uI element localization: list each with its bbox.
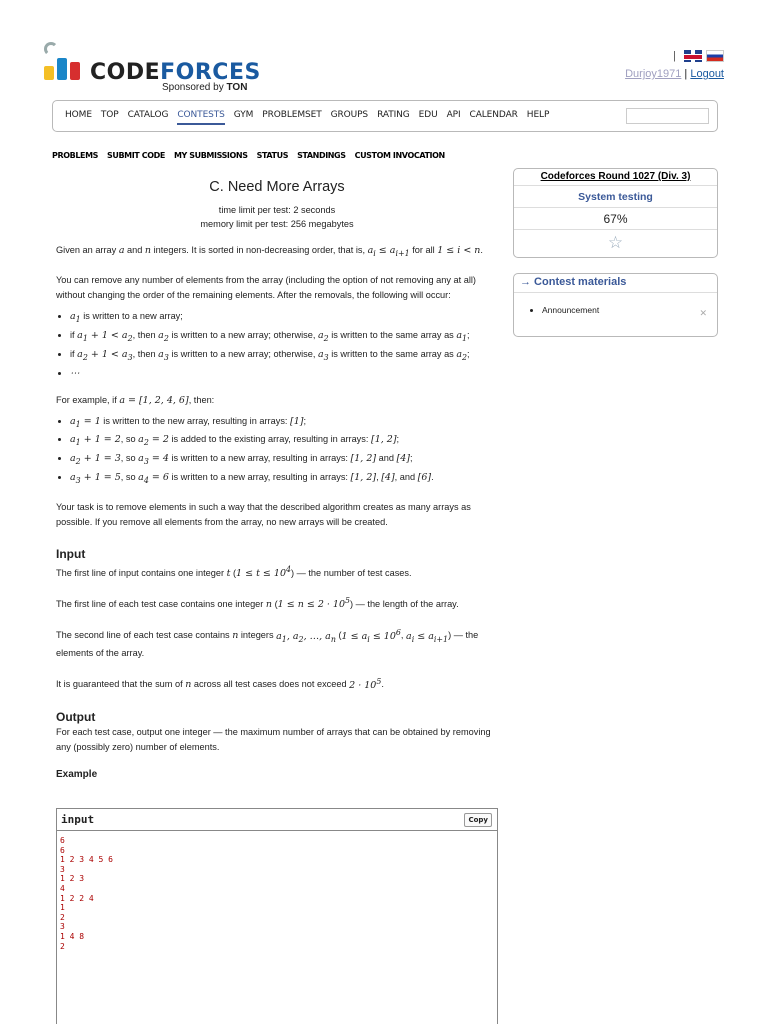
english-flag-icon[interactable] [684, 50, 702, 62]
submenu-my-submissions[interactable]: MY SUBMISSIONS [173, 151, 248, 160]
russian-flag-icon[interactable] [706, 50, 724, 62]
user-handle-link[interactable]: Durjoy1971 [625, 68, 682, 80]
logo-hook-icon [44, 42, 58, 56]
contest-submenu [52, 151, 454, 160]
input-heading: Input [56, 547, 86, 562]
close-icon[interactable]: ✕ [699, 308, 707, 318]
menu-item-catalog[interactable]: CATALOG [127, 110, 169, 120]
sample-line: 6 [60, 845, 65, 855]
materials-caption: → Contest materials [514, 274, 717, 293]
sample-line: 1 2 3 [60, 874, 85, 884]
logo-text: CODEFORCES [90, 60, 261, 85]
menu-item-groups[interactable]: GROUPS [330, 110, 369, 120]
contest-materials-box [513, 273, 718, 337]
sample-line: 4 [60, 883, 65, 893]
example-heading: Example [56, 768, 98, 780]
legend-paragraph: Given an array a and n integers. It is sorted in non-decreasing order, that is, $a_i \le a_{i+1}$ for all 1 ≤ i < n. [56, 245, 483, 258]
sample-input-text[interactable] [57, 831, 497, 956]
menu-item-problemset[interactable]: PROBLEMSET [262, 110, 322, 120]
output-text: For each test case, output one integer — the maximum number of arrays that can be obtained by removing any (possibly zero) number of elements. [56, 726, 491, 752]
output-heading: Output [56, 709, 96, 724]
task-paragraph: Your task is to remove elements in such a way that the described algorithm creates as many arrays as possible. If you remove all elements from the array, no new arrays will be created. [56, 502, 471, 528]
sample-line: 1 2 3 4 5 6 [60, 855, 113, 865]
contest-phase: System testing [514, 186, 717, 208]
menu-item-calendar[interactable]: CALENDAR [469, 110, 518, 120]
sample-line: 1 [60, 903, 65, 913]
algorithm-list: • $a_1$ is written to a new array; • if $a_1 + 1 < a_2$, then $a_2$ is written to a new array; otherwise, $a_2$ is written to the same array as $a_1$; • if $a_2 + 1 < a_3$, then $a_3$ is written to a new array; otherwise, $a_3$ is written to the same array as $a_2$; • ⋯ [56, 309, 498, 381]
favourite-star-icon[interactable]: ☆ [607, 233, 624, 252]
submenu-submit-code[interactable]: SUBMIT CODE [107, 151, 165, 160]
sample-input-box [56, 808, 498, 1024]
testing-progress: 67% [514, 208, 717, 230]
sample-line: 3 [60, 864, 65, 874]
sample-line: 1 2 2 4 [60, 893, 94, 903]
menu-item-home[interactable]: HOME [65, 110, 92, 120]
submenu-standings[interactable]: STANDINGS [297, 151, 346, 160]
codeforces-logo[interactable] [44, 40, 304, 92]
main-menu [52, 100, 718, 132]
time-limit: time limit per test: 2 seconds [218, 205, 336, 215]
example-list: • $a_1 = 1$ is written to the new array, resulting in arrays: [1]; • $a_1 + 1 = 2$, so $a_2 = 2$ is added to the existing array, resulting in arrays: [1, 2]; • $a_2 + 1 = 3$, so $a_3 = 4$ is written to a new array, resulting in arrays: [1, 2] and [4]; • $a_3 + 1 = 5$, so $a_4 = 6$ is written to a new array, resulting in arrays: [1, 2], [4], and [6]. [56, 414, 498, 489]
material-link[interactable]: • Announcement [542, 305, 717, 315]
menu-item-contests[interactable]: CONTESTS [177, 110, 224, 125]
copy-button[interactable]: Copy [464, 813, 492, 827]
problem-statement [56, 180, 498, 782]
sample-line: 3 [60, 922, 65, 932]
menu-item-help[interactable]: HELP [526, 110, 550, 120]
submenu-status[interactable]: STATUS [256, 151, 289, 160]
search-input[interactable] [626, 108, 709, 124]
sponsor-line: Sponsored by TON [162, 82, 248, 93]
input-guarantee: It is guaranteed that the sum of n across all test cases does not exceed $2 \cdot 10^5$. [56, 676, 384, 691]
menu-item-edu[interactable]: EDU [418, 110, 438, 120]
submenu-problems[interactable]: PROBLEMS [52, 151, 99, 160]
problem-title: C. Need More Arrays [209, 179, 345, 195]
logout-link[interactable]: Logout [690, 68, 724, 80]
memory-limit: memory limit per test: 256 megabytes [200, 219, 354, 229]
header [44, 38, 724, 94]
logo-bars-icon [44, 56, 82, 80]
sample-line: 6 [60, 836, 65, 845]
input-a: The second line of each test case contains n integers $a_1$, $a_2$, …, $a_n$ ($1 \le a_i \le 10^6$, $a_i \le a_{i+1}$) — the elements of the array. [56, 627, 479, 659]
menu-item-top[interactable]: TOP [100, 110, 119, 120]
sample-line: 2 [60, 941, 65, 951]
contest-info-box [513, 168, 718, 258]
sample-line: 1 4 8 [60, 931, 85, 941]
example-intro: For example, if a = [1, 2, 4, 6], then: [56, 394, 215, 406]
contest-name-link[interactable]: Codeforces Round 1027 (Div. 3) [514, 169, 717, 186]
user-links: Durjoy1971 | Logout [625, 68, 724, 80]
input-n: The first line of each test case contains one integer n $(1 \le n \le 2 \cdot 10^5)$ — the length of the array. [56, 596, 459, 611]
sample-input-header: input Copy [57, 809, 497, 831]
sample-line: 2 [60, 912, 65, 922]
menu-item-gym[interactable]: GYM [233, 110, 254, 120]
input-t: The first line of input contains one integer t $(1 \le t \le 10^4)$ — the number of test cases. [56, 565, 412, 580]
removal-paragraph: You can remove any number of elements from the array (including the option of not removing any at all) without changing the order of the remaining elements. After the removals, the following will occur: [56, 274, 476, 300]
submenu-custom-invocation[interactable]: CUSTOM INVOCATION [354, 151, 445, 160]
language-switcher: | [673, 50, 724, 62]
menu-item-api[interactable]: API [446, 110, 461, 120]
menu-item-rating[interactable]: RATING [377, 110, 410, 120]
